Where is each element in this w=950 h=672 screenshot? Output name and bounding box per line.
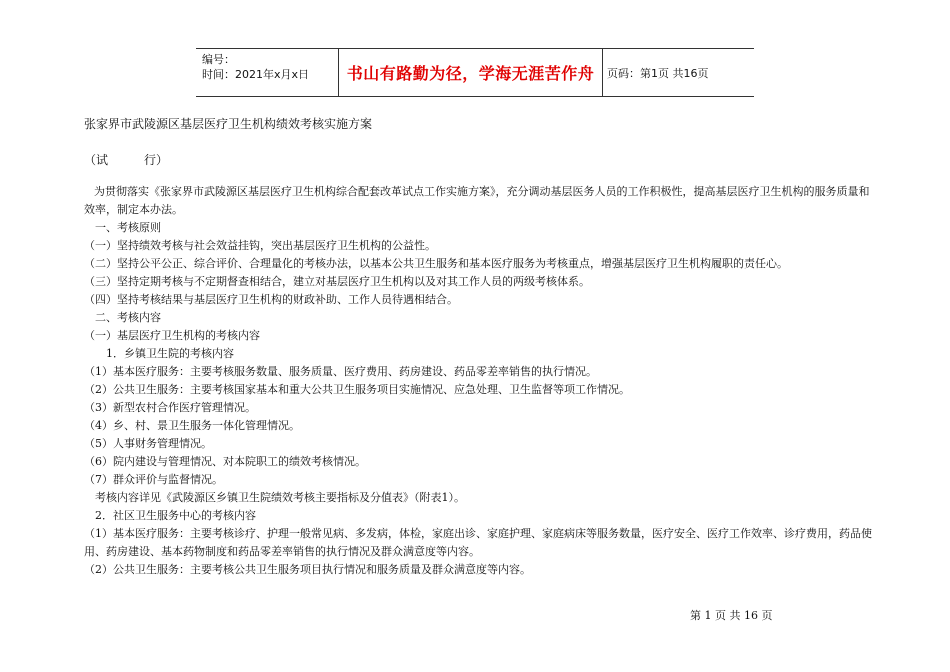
list-item: （2）公共卫生服务：主要考核国家基本和重大公共卫生服务项目实施情况、应急处理、卫生监督等项工作情况。 (84, 383, 630, 396)
list-item: （3）新型农村合作医疗管理情况。 (84, 401, 256, 414)
document-number-label: 编号： (202, 53, 235, 66)
list-item: （1）基本医疗服务：主要考核诊疗、护理一般常见病、多发病，体检，家庭出诊、家庭护理、家庭病床等服务数量，医疗安全、医疗工作效率、诊疗费用，药品使用、药房建设、基本药物制度和药品零差率销售的执行情况及群众满意度等内容。 (84, 527, 872, 558)
document-title: 张家界市武陵源区基层医疗卫生机构绩效考核实施方案 (84, 117, 373, 131)
section-heading: 二、考核内容 (84, 311, 161, 324)
header-motto-cell (339, 49, 603, 96)
list-item: （三）坚持定期考核与不定期督查相结合，建立对基层医疗卫生机构以及对其工作人员的两级考核体系。 (84, 275, 590, 288)
header-motto: 书山有路勤为径，学海无涯苦作舟 (346, 64, 595, 83)
list-item: （2）公共卫生服务：主要考核公共卫生服务项目执行情况和服务质量及群众满意度等内容。 (84, 563, 531, 576)
subsection-heading: （一）基层医疗卫生机构的考核内容 (84, 329, 260, 342)
header-page-code: 页码：第1页 共16页 (607, 66, 709, 80)
list-item: （4）乡、村、景卫生服务一体化管理情况。 (84, 419, 300, 432)
subsection-heading: 2．社区卫生服务中心的考核内容 (84, 509, 256, 522)
subsection-heading: 1．乡镇卫生院的考核内容 (84, 347, 234, 360)
list-item: （1）基本医疗服务：主要考核服务数量、服务质量、医疗费用、药房建设、药品零差率销售的执行情况。 (84, 365, 597, 378)
page-footer: 第 1 页 共 16 页 (690, 609, 773, 622)
list-item: （5）人事财务管理情况。 (84, 437, 212, 450)
header-meta (196, 49, 339, 96)
page-header (196, 48, 754, 97)
list-item: （6）院内建设与管理情况、对本院职工的绩效考核情况。 (84, 455, 366, 468)
list-item: （7）群众评价与监督情况。 (84, 473, 223, 486)
intro-paragraph: 为贯彻落实《张家界市武陵源区基层医疗卫生机构综合配套改革试点工作实施方案》，充分调动基层医务人员的工作积极性，提高基层医疗卫生机构的服务质量和效率，制定本办法。 (84, 185, 870, 216)
document-time-label: 时间：2021年x月x日 (202, 68, 310, 81)
section-heading: 一、考核原则 (84, 221, 161, 234)
list-item: （二）坚持公平公正、综合评价、合理量化的考核办法，以基本公共卫生服务和基本医疗服务为考核重点，增强基层医疗卫生机构履职的责任心。 (84, 257, 788, 270)
reference-note: 考核内容详见《武陵源区乡镇卫生院绩效考核主要指标及分值表》（附表1）。 (84, 491, 465, 504)
list-item: （一）坚持绩效考核与社会效益挂钩，突出基层医疗卫生机构的公益性。 (84, 239, 436, 252)
list-item: （四）坚持考核结果与基层医疗卫生机构的财政补助、工作人员待遇相结合。 (84, 293, 458, 306)
document-body (84, 183, 874, 579)
document-subtitle: （试 行） (84, 153, 169, 167)
